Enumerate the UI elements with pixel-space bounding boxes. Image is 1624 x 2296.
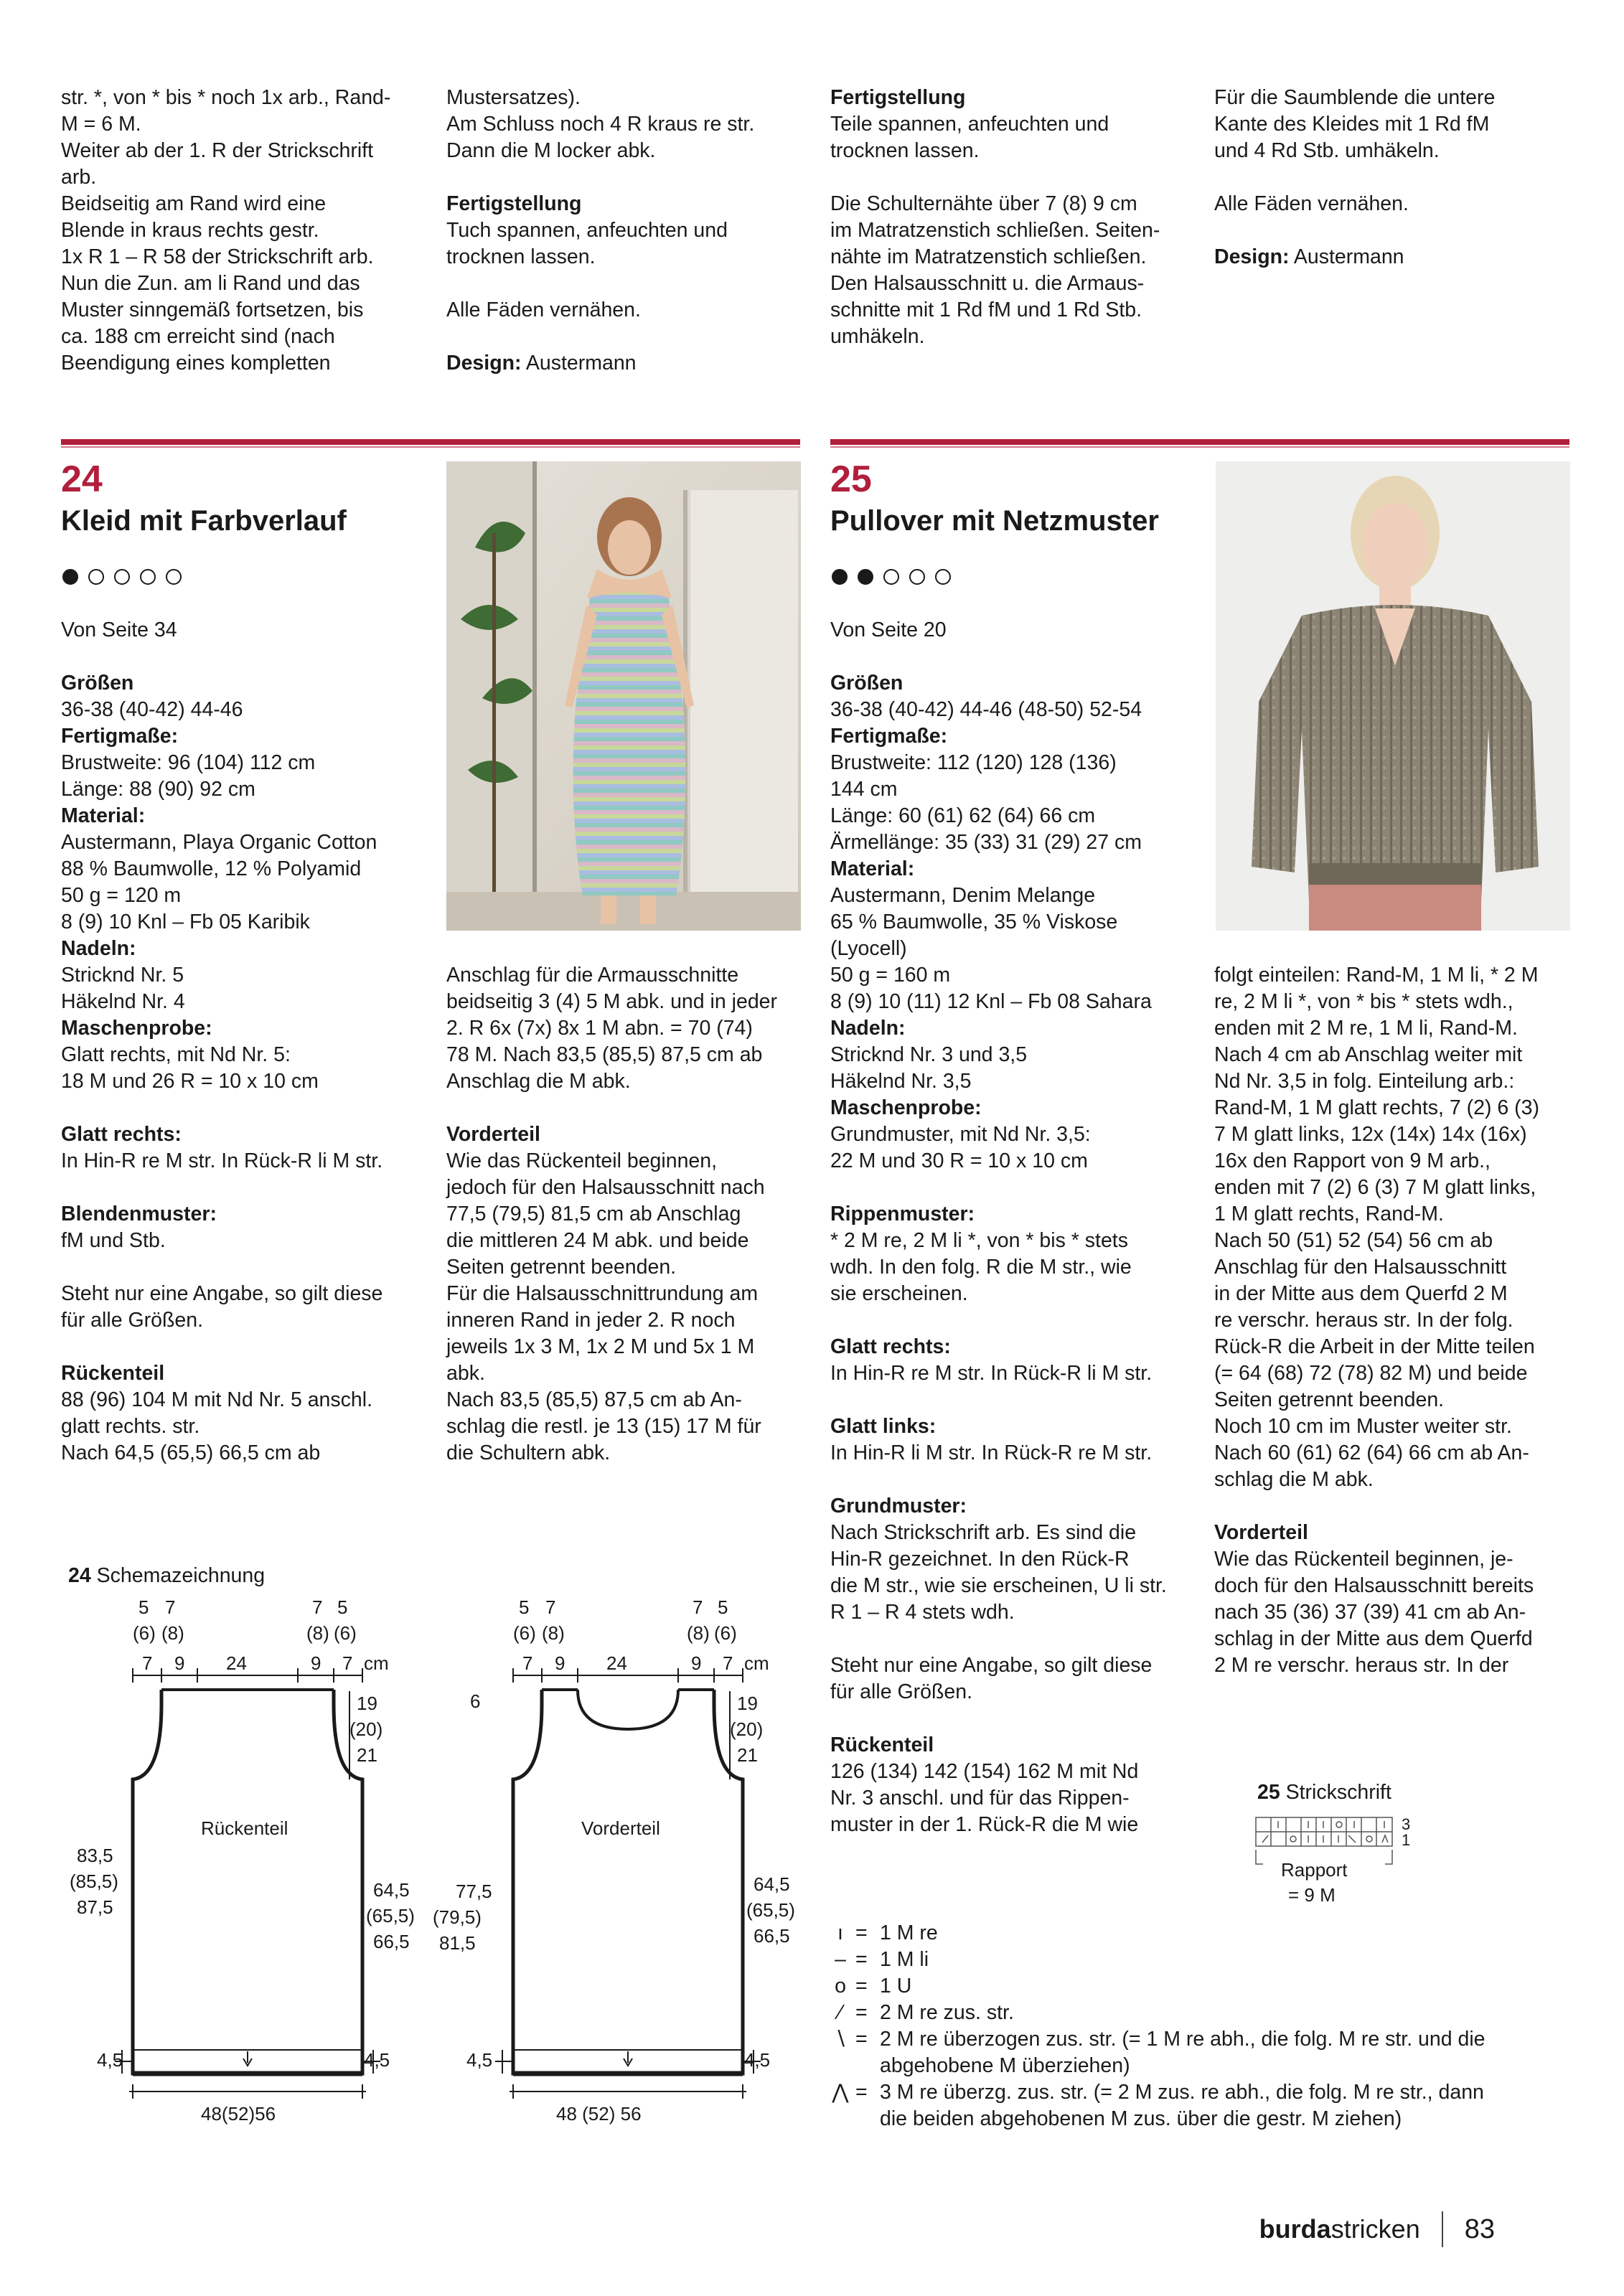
f-seg-1: 7 (522, 1652, 533, 1674)
chart-row-1: 1 (1402, 1831, 1411, 1849)
p25-left-line: Ärmellänge: 35 (33) 31 (29) 27 cm (830, 831, 1142, 854)
p24-left-heading: Größen (61, 672, 134, 695)
front-right-2: (65,5) (746, 1899, 795, 1921)
f-top-b-r2: (8) (687, 1622, 710, 1644)
legend-row (825, 2079, 1485, 2106)
f-hem-left: 4,5 (466, 2049, 493, 2071)
p24-left-line: In Hin-R re M str. In Rück-R li M str. (61, 1149, 383, 1172)
top-a-1: 5 (139, 1596, 149, 1618)
top-b-1: 7 (165, 1596, 176, 1618)
p24-left-line: Häkelnd Nr. 4 (61, 990, 185, 1013)
arm-3: 21 (357, 1744, 377, 1766)
p25-right-line: schlag in der Mitte aus dem Querfd (1214, 1627, 1533, 1650)
designer-4: Austermann (1293, 245, 1404, 268)
p24-right-line: Nach 83,5 (85,5) 87,5 cm ab An- (446, 1388, 742, 1411)
photo-pullover (1216, 461, 1570, 931)
p25-left-col (830, 670, 1167, 1838)
p25-left-line: für alle Größen. (830, 1680, 972, 1703)
p24-left-heading: Maschenprobe: (61, 1017, 212, 1040)
top-col-3 (830, 85, 1160, 350)
legend-symbol: ⋀ (832, 2081, 849, 2104)
top-col-1-line: M = 6 M. (61, 113, 141, 136)
front-right-1: 64,5 (754, 1873, 790, 1895)
front-right-3: 66,5 (754, 1925, 790, 1947)
p25-right-line: Rück-R die Arbeit in der Mitte teilen (1214, 1335, 1535, 1358)
difficulty-dot (114, 569, 130, 585)
legend-row (825, 2106, 1485, 2132)
legend-text: 2 M re überzogen zus. str. (= 1 M re abh., die folg. M re str. und die (880, 2028, 1485, 2051)
top-col-2-line: Dann die M locker abk. (446, 139, 656, 162)
p25-left-heading: Nadeln: (830, 1017, 906, 1040)
top-b-2: (8) (161, 1622, 184, 1644)
legend-symbol (825, 2053, 855, 2079)
legend-symbol: ∖ (833, 2028, 848, 2051)
legend-row (825, 1920, 1485, 1947)
top-a-r1: 5 (337, 1596, 348, 1618)
f-seg-2: 9 (555, 1652, 565, 1674)
back-label: Rückenteil (201, 1817, 288, 1839)
knit-chart (1252, 1814, 1424, 1921)
p24-right-line: Anschlag die M abk. (446, 1070, 631, 1093)
top-col-1-line: Beidseitig am Rand wird eine (61, 192, 327, 215)
p24-left-line: 18 M und 26 R = 10 x 10 cm (61, 1070, 319, 1093)
legend-equals: = (855, 2028, 868, 2051)
spacer (61, 1254, 382, 1281)
p25-left-heading: Maschenprobe: (830, 1096, 982, 1119)
legend-text: 1 M re (880, 1921, 938, 1944)
finishing-heading: Fertigstellung (446, 192, 582, 215)
legend-symbol: ı (837, 1921, 843, 1944)
p24-left-line: 8 (9) 10 Knl – Fb 05 Karibik (61, 911, 310, 933)
top-col-1-line: 1x R 1 – R 58 der Strickschrift arb. (61, 245, 374, 268)
p25-left-heading: Glatt rechts: (830, 1335, 951, 1358)
back-left-1: 83,5 (77, 1845, 113, 1866)
seg-4: 9 (311, 1652, 321, 1674)
p25-right-line: in der Mitte aus dem Querfd 2 M (1214, 1282, 1508, 1305)
p25-left-heading: Fertigmaße: (830, 725, 948, 748)
f-top-b-r1: 7 (693, 1596, 703, 1618)
top-col-1-line: str. *, von * bis * noch 1x arb., Rand- (61, 86, 391, 109)
design-label-4: Design: (1214, 245, 1290, 268)
top-col-1-line: ca. 188 cm erreicht sind (nach (61, 325, 335, 348)
p24-right-line: die Schultern abk. (446, 1441, 611, 1464)
weave-ends-4: Alle Fäden vernähen. (1214, 192, 1409, 215)
legend-text: 3 M re überzg. zus. str. (= 2 M zus. re abh., die folg. M re str., dann (880, 2081, 1484, 2104)
from-page-25: Von Seite 20 (830, 618, 947, 641)
p24-right-line: inneren Rand in jeder 2. R noch (446, 1309, 736, 1332)
seg-3: 24 (226, 1652, 247, 1674)
p25-left-heading: Glatt links: (830, 1415, 937, 1438)
back-right-1: 64,5 (373, 1879, 410, 1901)
p24-right-line: Seiten getrennt beenden. (446, 1256, 677, 1279)
top-col-4 (1214, 85, 1495, 270)
difficulty-dot (909, 569, 925, 585)
legend-equals (855, 2053, 880, 2079)
legend-row (825, 1947, 1485, 1973)
p25-right-line: doch für den Halsausschnitt bereits (1214, 1574, 1534, 1597)
p25-left-line: Nach Strickschrift arb. Es sind die (830, 1521, 1137, 1544)
p25-left-line: In Hin-R li M str. In Rück-R re M str. (830, 1441, 1153, 1464)
p25-left-line: 22 M und 30 R = 10 x 10 cm (830, 1149, 1088, 1172)
top-col-1-line: arb. (61, 166, 97, 189)
p25-left-line: Länge: 60 (61) 62 (64) 66 cm (830, 804, 1096, 827)
f-seg-4: 9 (691, 1652, 702, 1674)
p25-right-line: 2 M re verschr. heraus str. In der (1214, 1654, 1509, 1677)
top-col-3b-line: Die Schulternähte über 7 (8) 9 cm (830, 192, 1137, 215)
pattern-title-25: Pullover mit Netzmuster (830, 505, 1159, 537)
p25-left-line: 65 % Baumwolle, 35 % Viskose (830, 911, 1118, 933)
page-footer (1259, 2211, 1495, 2247)
f-top-b-2: (8) (542, 1622, 565, 1644)
p24-left-line: 36-38 (40-42) 44-46 (61, 698, 243, 721)
p25-right-line: Nach 4 cm ab Anschlag weiter mit (1214, 1043, 1523, 1066)
design-label: Design: (446, 352, 522, 375)
f-top-a-r1: 5 (718, 1596, 728, 1618)
p25-right-line: re, 2 M li *, von * bis * stets wdh., (1214, 990, 1513, 1013)
spacer (830, 1705, 1167, 1732)
neck-drop: 6 (470, 1690, 481, 1712)
p24-left-heading: Material: (61, 804, 146, 827)
top-col-1-line: Blende in kraus rechts gestr. (61, 219, 319, 242)
p25-left-line: Austermann, Denim Melange (830, 884, 1096, 907)
p25-left-line: 144 cm (830, 778, 898, 801)
f-top-a-1: 5 (519, 1596, 530, 1618)
spacer (1214, 1493, 1539, 1520)
legend-text: die beiden abgehobenen M zus. über die gestr. M ziehen) (880, 2107, 1402, 2130)
p25-left-heading: Material: (830, 857, 915, 880)
p25-right-heading: Vorderteil (1214, 1521, 1308, 1544)
p24-right-heading: Vorderteil (446, 1123, 540, 1146)
p25-left-line: Hin-R gezeichnet. In den Rück-R (830, 1548, 1130, 1571)
rapport-label: Rapport (1281, 1859, 1348, 1881)
p25-right-line: Noch 10 cm im Muster weiter str. (1214, 1415, 1512, 1438)
p24-left-line: 88 % Baumwolle, 12 % Polyamid (61, 857, 362, 880)
unit-cm: cm (364, 1652, 389, 1674)
section-rule-25 (830, 439, 1569, 445)
legend-row (825, 2026, 1485, 2053)
legend-equals: = (855, 1921, 868, 1944)
top-col-1-line: Nun die Zun. am li Rand und das (61, 272, 360, 295)
p25-right-line: Nach 60 (61) 62 (64) 66 cm ab An- (1214, 1441, 1529, 1464)
schema-caption-24 (68, 1563, 265, 1589)
p25-left-line: wdh. In den folg. R die M str., wie (830, 1256, 1132, 1279)
difficulty-dot (88, 569, 104, 585)
p25-right-col (1214, 962, 1539, 1679)
top-col-1-line: Beendigung eines kompletten (61, 352, 331, 375)
seg-2: 9 (174, 1652, 185, 1674)
p25-left-line: 8 (9) 10 (11) 12 Knl – Fb 08 Sahara (830, 990, 1152, 1013)
top-col-4a-line: und 4 Rd Stb. umhäkeln. (1214, 139, 1440, 162)
front-label: Vorderteil (581, 1817, 660, 1839)
p25-right-line: 7 M glatt links, 12x (14x) 14x (16x) (1214, 1123, 1527, 1146)
back-right-3: 66,5 (373, 1931, 410, 1952)
p25-right-line: Nach 50 (51) 52 (54) 56 cm ab (1214, 1229, 1493, 1252)
top-col-2 (446, 85, 754, 377)
p25-left-line: 126 (134) 142 (154) 162 M mit Nd (830, 1760, 1139, 1783)
p25-right-line: Wie das Rückenteil beginnen, je- (1214, 1548, 1513, 1571)
spacer (446, 1095, 777, 1121)
top-b-r2: (8) (306, 1622, 329, 1644)
photo-dress (446, 461, 801, 931)
front-left-3: 81,5 (439, 1932, 476, 1954)
f-seg-5: 7 (723, 1652, 733, 1674)
p24-right-line: Wie das Rückenteil beginnen, (446, 1149, 718, 1172)
finishing-heading-3: Fertigstellung (830, 86, 966, 109)
f-arm-3: 21 (737, 1744, 758, 1766)
f-seg-3: 24 (606, 1652, 627, 1674)
p24-right-line: abk. (446, 1362, 485, 1385)
p25-left-line: R 1 – R 4 stets wdh. (830, 1601, 1015, 1624)
f-hem-right: 4,5 (744, 2049, 771, 2071)
p25-left-line: In Hin-R re M str. In Rück-R li M str. (830, 1362, 1153, 1385)
p24-right-line: schlag die restl. je 13 (15) 17 M für (446, 1415, 761, 1438)
back-left-2: (85,5) (70, 1871, 118, 1892)
legend-equals (855, 2106, 880, 2132)
p25-right-line: schlag die M abk. (1214, 1468, 1374, 1491)
top-col-1 (61, 85, 390, 377)
chart-row-3: 3 (1402, 1815, 1411, 1833)
hem-right: 4,5 (364, 2049, 390, 2071)
top-col-3b-line: schnitte mit 1 Rd fM und 1 Rd Stb. (830, 298, 1142, 321)
footer-divider (1442, 2211, 1443, 2247)
pullover-photo-illustration (1216, 461, 1570, 931)
spacer (61, 1175, 382, 1201)
schema-num: 24 (68, 1564, 91, 1587)
p24-left-line: Stricknd Nr. 5 (61, 964, 184, 987)
f-top-a-r2: (6) (714, 1622, 737, 1644)
p24-left-line: 50 g = 120 m (61, 884, 182, 907)
p25-left-heading: Rückenteil (830, 1733, 934, 1756)
difficulty-24 (62, 569, 182, 585)
legend-row (825, 2000, 1485, 2026)
p24-left-line: Nach 64,5 (65,5) 66,5 cm ab (61, 1441, 321, 1464)
page-number: 83 (1464, 2214, 1495, 2244)
p24-left-heading: Rückenteil (61, 1362, 165, 1385)
legend-symbol: – (835, 1948, 846, 1971)
spacer (61, 1095, 382, 1121)
spacer (830, 1387, 1167, 1413)
top-col-3a-line: trocknen lassen. (830, 139, 980, 162)
legend-row (825, 2053, 1485, 2079)
chart-num: 25 (1257, 1781, 1280, 1804)
arm-2: (20) (349, 1718, 383, 1740)
f-arm-1: 19 (737, 1693, 758, 1714)
p24-left-heading: Fertigmaße: (61, 725, 179, 748)
top-col-1-line: Muster sinngemäß fortsetzen, bis (61, 298, 364, 321)
difficulty-25 (832, 569, 951, 585)
p24-left-line: Brustweite: 96 (104) 112 cm (61, 751, 316, 774)
arm-1: 19 (357, 1693, 377, 1714)
p25-left-line: Steht nur eine Angabe, so gilt diese (830, 1654, 1153, 1677)
p25-left-line: muster in der 1. Rück-R die M wie (830, 1813, 1139, 1836)
p24-left-line: Austermann, Playa Organic Cotton (61, 831, 377, 854)
p25-right-line: 1 M glatt rechts, Rand-M. (1214, 1203, 1444, 1225)
brand-bold: burda (1259, 2214, 1331, 2244)
top-col-1-line: Weiter ab der 1. R der Strickschrift (61, 139, 374, 162)
hem-left: 4,5 (97, 2049, 123, 2071)
p24-right-line: 2. R 6x (7x) 8x 1 M abn. = 70 (74) (446, 1017, 753, 1040)
back-bottom: 48(52)56 (201, 2103, 276, 2125)
top-col-3b-line: im Matratzenstich schließen. Seiten- (830, 219, 1160, 242)
p24-right-line: jedoch für den Halsausschnitt nach (446, 1176, 765, 1199)
top-col-2b-line: Tuch spannen, anfeuchten und (446, 219, 728, 242)
f-top-b-1: 7 (545, 1596, 556, 1618)
p25-left-line: die M str., wie sie erscheinen, U li str. (830, 1574, 1167, 1597)
p25-right-line: 16x den Rapport von 9 M arb., (1214, 1149, 1491, 1172)
difficulty-dot (166, 569, 182, 585)
top-col-2-line: Mustersatzes). (446, 86, 581, 109)
seg-1: 7 (142, 1652, 153, 1674)
p25-left-line: (Lyocell) (830, 937, 907, 960)
p24-left-col (61, 670, 382, 1467)
rapport-value: = 9 M (1288, 1884, 1336, 1906)
p25-left-line: Brustweite: 112 (120) 128 (136) (830, 751, 1117, 774)
schema-label: Schemazeichnung (96, 1564, 266, 1587)
designer: Austermann (525, 352, 637, 375)
spacer (61, 1334, 382, 1360)
top-col-3a-line: Teile spannen, anfeuchten und (830, 113, 1109, 136)
p25-left-line: Nr. 3 anschl. und für das Rippen- (830, 1787, 1130, 1810)
p24-right-line: Anschlag für die Armausschnitte (446, 964, 739, 987)
p25-left-line: * 2 M re, 2 M li *, von * bis * stets (830, 1229, 1128, 1252)
f-unit-cm: cm (744, 1652, 769, 1674)
p25-left-line: Grundmuster, mit Nd Nr. 3,5: (830, 1123, 1091, 1146)
p24-left-line: 88 (96) 104 M mit Nd Nr. 5 anschl. (61, 1388, 373, 1411)
p24-left-line: für alle Größen. (61, 1309, 203, 1332)
top-col-2b-line: trocknen lassen. (446, 245, 596, 268)
p25-left-heading: Grundmuster: (830, 1495, 967, 1518)
top-b-r1: 7 (312, 1596, 323, 1618)
legend-symbol (825, 2106, 855, 2132)
p25-right-line: folgt einteilen: Rand-M, 1 M li, * 2 M (1214, 964, 1539, 987)
p25-right-line: Nd Nr. 3,5 in folg. Einteilung arb.: (1214, 1070, 1515, 1093)
spacer (830, 1626, 1167, 1652)
difficulty-dot (935, 569, 951, 585)
p25-right-line: (= 64 (68) 72 (78) 82 M) und beide (1214, 1362, 1528, 1385)
p25-left-heading: Größen (830, 672, 903, 695)
seg-5: 7 (342, 1652, 353, 1674)
dress-photo-illustration (446, 461, 801, 931)
p25-right-line: Rand-M, 1 M glatt rechts, 7 (2) 6 (3) (1214, 1096, 1539, 1119)
legend-equals: = (855, 2081, 868, 2104)
chart-label: Strickschrift (1285, 1781, 1391, 1804)
p24-left-line: glatt rechts. str. (61, 1415, 200, 1438)
top-col-2-line: Am Schluss noch 4 R kraus re str. (446, 113, 755, 136)
top-col-4a-line: Für die Saumblende die untere (1214, 86, 1496, 109)
top-a-r2: (6) (334, 1622, 357, 1644)
top-col-3b-line: nähte im Matratzenstich schließen. (830, 245, 1147, 268)
p25-right-line: enden mit 7 (2) 6 (3) 7 M glatt links, (1214, 1176, 1536, 1199)
legend-equals: = (855, 1948, 868, 1971)
p25-left-line: Stricknd Nr. 3 und 3,5 (830, 1043, 1028, 1066)
p24-right-line: 77,5 (79,5) 81,5 cm ab Anschlag (446, 1203, 741, 1225)
legend-equals: = (855, 2001, 868, 2024)
p24-right-line: jeweils 1x 3 M, 1x 2 M und 5x 1 M (446, 1335, 755, 1358)
difficulty-dot (140, 569, 156, 585)
p25-right-line: re verschr. heraus str. In der folg. (1214, 1309, 1513, 1332)
p24-left-line: Länge: 88 (90) 92 cm (61, 778, 255, 801)
p24-left-line: Glatt rechts, mit Nd Nr. 5: (61, 1043, 291, 1066)
p24-left-heading: Nadeln: (61, 937, 136, 960)
p24-right-line: Für die Halsausschnittrundung am (446, 1282, 759, 1305)
schema-drawings (61, 1596, 815, 2142)
difficulty-dot (858, 569, 873, 585)
weave-ends: Alle Fäden vernähen. (446, 298, 641, 321)
back-left-3: 87,5 (77, 1896, 113, 1918)
spacer (830, 1307, 1167, 1334)
p25-left-heading: Rippenmuster: (830, 1203, 975, 1225)
pattern-number-24: 24 (61, 458, 103, 500)
difficulty-dot (832, 569, 848, 585)
spacer (830, 1175, 1167, 1201)
section-rule-24 (61, 439, 800, 445)
p24-right-line: beidseitig 3 (4) 5 M abk. und in jeder (446, 990, 778, 1013)
difficulty-dot (62, 569, 78, 585)
legend-symbol: o (835, 1975, 846, 1998)
p24-left-heading: Blendenmuster: (61, 1203, 217, 1225)
top-col-3b-line: Den Halsausschnitt u. die Armaus- (830, 272, 1145, 295)
p24-left-line: fM und Stb. (61, 1229, 166, 1252)
p24-right-col (446, 962, 777, 1467)
p25-right-line: enden mit 2 M re, 1 M li, Rand-M. (1214, 1017, 1518, 1040)
p24-right-line: 78 M. Nach 83,5 (85,5) 87,5 cm ab (446, 1043, 763, 1066)
p25-left-line: Häkelnd Nr. 3,5 (830, 1070, 972, 1093)
p24-left-line: Steht nur eine Angabe, so gilt diese (61, 1282, 383, 1305)
legend-text: 1 M li (880, 1948, 929, 1971)
legend-row (825, 1973, 1485, 2000)
from-page-24: Von Seite 34 (61, 618, 177, 641)
symbol-legend (825, 1920, 1485, 2132)
f-top-a-2: (6) (513, 1622, 536, 1644)
legend-symbol: ⁄ (838, 2001, 842, 2024)
legend-text: 1 U (880, 1975, 912, 1998)
pattern-title-24: Kleid mit Farbverlauf (61, 505, 347, 537)
p25-right-line: Anschlag für den Halsausschnitt (1214, 1256, 1507, 1279)
top-col-3b-line: umhäkeln. (830, 325, 925, 348)
p25-left-line: 36-38 (40-42) 44-46 (48-50) 52-54 (830, 698, 1142, 721)
p24-left-heading: Glatt rechts: (61, 1123, 182, 1146)
f-arm-2: (20) (730, 1718, 764, 1740)
brand-rest: stricken (1330, 2214, 1420, 2244)
p24-right-line: die mittleren 24 M abk. und beide (446, 1229, 749, 1252)
p25-right-line: nach 35 (36) 37 (39) 41 cm ab An- (1214, 1601, 1526, 1624)
front-bottom: 48 (52) 56 (556, 2103, 642, 2125)
back-right-2: (65,5) (366, 1905, 415, 1926)
p25-left-line: 50 g = 160 m (830, 964, 951, 987)
chart-caption-25 (1257, 1779, 1391, 1806)
top-col-4a-line: Kante des Kleides mit 1 Rd fM (1214, 113, 1490, 136)
top-a-2: (6) (133, 1622, 156, 1644)
p25-right-line: Seiten getrennt beenden. (1214, 1388, 1445, 1411)
legend-text: abgehobene M überziehen) (880, 2054, 1130, 2077)
pattern-number-25: 25 (830, 458, 872, 500)
p25-left-line: sie erscheinen. (830, 1282, 968, 1305)
spacer (830, 1467, 1167, 1493)
legend-text: 2 M re zus. str. (880, 2001, 1014, 2024)
legend-equals: = (855, 1975, 868, 1998)
difficulty-dot (883, 569, 899, 585)
front-left-2: (79,5) (433, 1906, 482, 1928)
front-left-1: 77,5 (456, 1881, 492, 1902)
